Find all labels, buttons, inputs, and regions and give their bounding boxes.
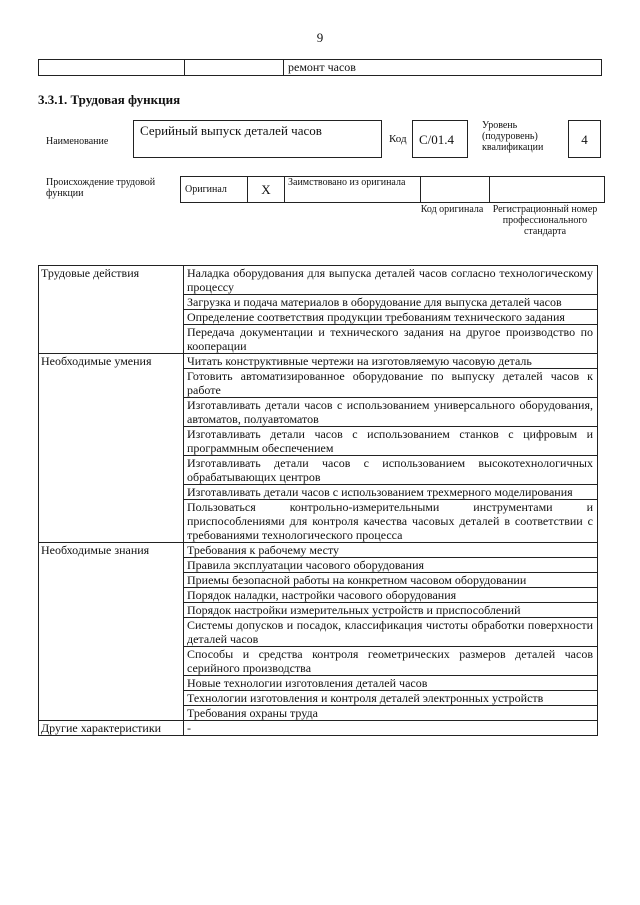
original-mark: X [248,177,285,203]
code-label: Код [389,133,407,145]
table-row [39,266,598,295]
table-row [39,543,598,558]
item-cell: Порядок наладки, настройки часового оборудования [184,588,598,603]
item-cell: Системы допусков и посадок, классификация чистоты обработки поверхности деталей часов [184,618,598,647]
reg-number-caption: Регистрационный номер профессионального стандарта [492,204,598,237]
top-continuation-table [38,59,602,76]
level-value: 4 [568,120,601,158]
category-cell: Необходимые знания [39,543,184,721]
category-cell: Трудовые действия [39,266,184,354]
top-cell-2 [185,60,284,76]
item-cell: Готовить автоматизированное оборудование по выпуску деталей часов к работе [184,369,598,398]
code-original-cell [421,177,490,203]
item-cell: Способы и средства контроля геометрических размеров деталей часов серийного производства [184,647,598,676]
top-cell-1 [39,60,185,76]
name-label: Наименование [46,136,109,147]
section-heading: 3.3.1. Трудовая функция [38,92,181,107]
function-details-body [39,266,598,736]
item-cell: Изготавливать детали часов с использованием универсального оборудования, автоматов, полуавтоматов [184,398,598,427]
item-cell: Изготавливать детали часов с использованием станков с цифровым и программным обеспечением [184,427,598,456]
category-cell: Другие характеристики [39,721,184,736]
top-cell-3: ремонт часов [284,60,602,76]
table-row [39,354,598,369]
origin-label: Происхождение трудовой функции [46,177,156,199]
category-cell: Необходимые умения [39,354,184,543]
origin-table [180,176,605,203]
item-cell: Пользоваться контрольно-измерительными инструментами и приспособлениями для контроля качества часовых деталей в соответствии с требованиями технологического процесса [184,500,598,543]
item-cell: Порядок настройки измерительных устройств и приспособлений [184,603,598,618]
code-value: C/01.4 [412,120,468,158]
reg-number-cell [490,177,605,203]
function-details-table [38,265,598,736]
item-cell: Требования к рабочему месту [184,543,598,558]
item-cell: Передача документации и технического задания на другое производство по кооперации [184,325,598,354]
item-cell: Изготавливать детали часов с использованием трехмерного моделирования [184,485,598,500]
item-cell: Читать конструктивные чертежи на изготовляемую часовую деталь [184,354,598,369]
item-cell: Определение соответствия продукции требованиям технического задания [184,310,598,325]
original-label: Оригинал [181,177,248,203]
item-cell: Загрузка и подача материалов в оборудование для выпуска деталей часов [184,295,598,310]
level-label: Уровень (подуровень) квалификации [482,120,544,153]
item-cell: Требования охраны труда [184,706,598,721]
name-value: Серийный выпуск деталей часов [133,120,382,158]
item-cell: - [184,721,598,736]
item-cell: Изготавливать детали часов с использованием высокотехнологичных обрабатывающих центров [184,456,598,485]
table-row [39,721,598,736]
code-original-caption: Код оригинала [420,204,484,215]
item-cell: Технологии изготовления и контроля деталей электронных устройств [184,691,598,706]
item-cell: Правила эксплуатации часового оборудования [184,558,598,573]
item-cell: Приемы безопасной работы на конкретном часовом оборудовании [184,573,598,588]
borrowed-label: Заимствовано из оригинала [285,177,421,203]
item-cell: Наладка оборудования для выпуска деталей часов согласно технологическому процессу [184,266,598,295]
item-cell: Новые технологии изготовления деталей часов [184,676,598,691]
page-number: 9 [316,30,324,45]
